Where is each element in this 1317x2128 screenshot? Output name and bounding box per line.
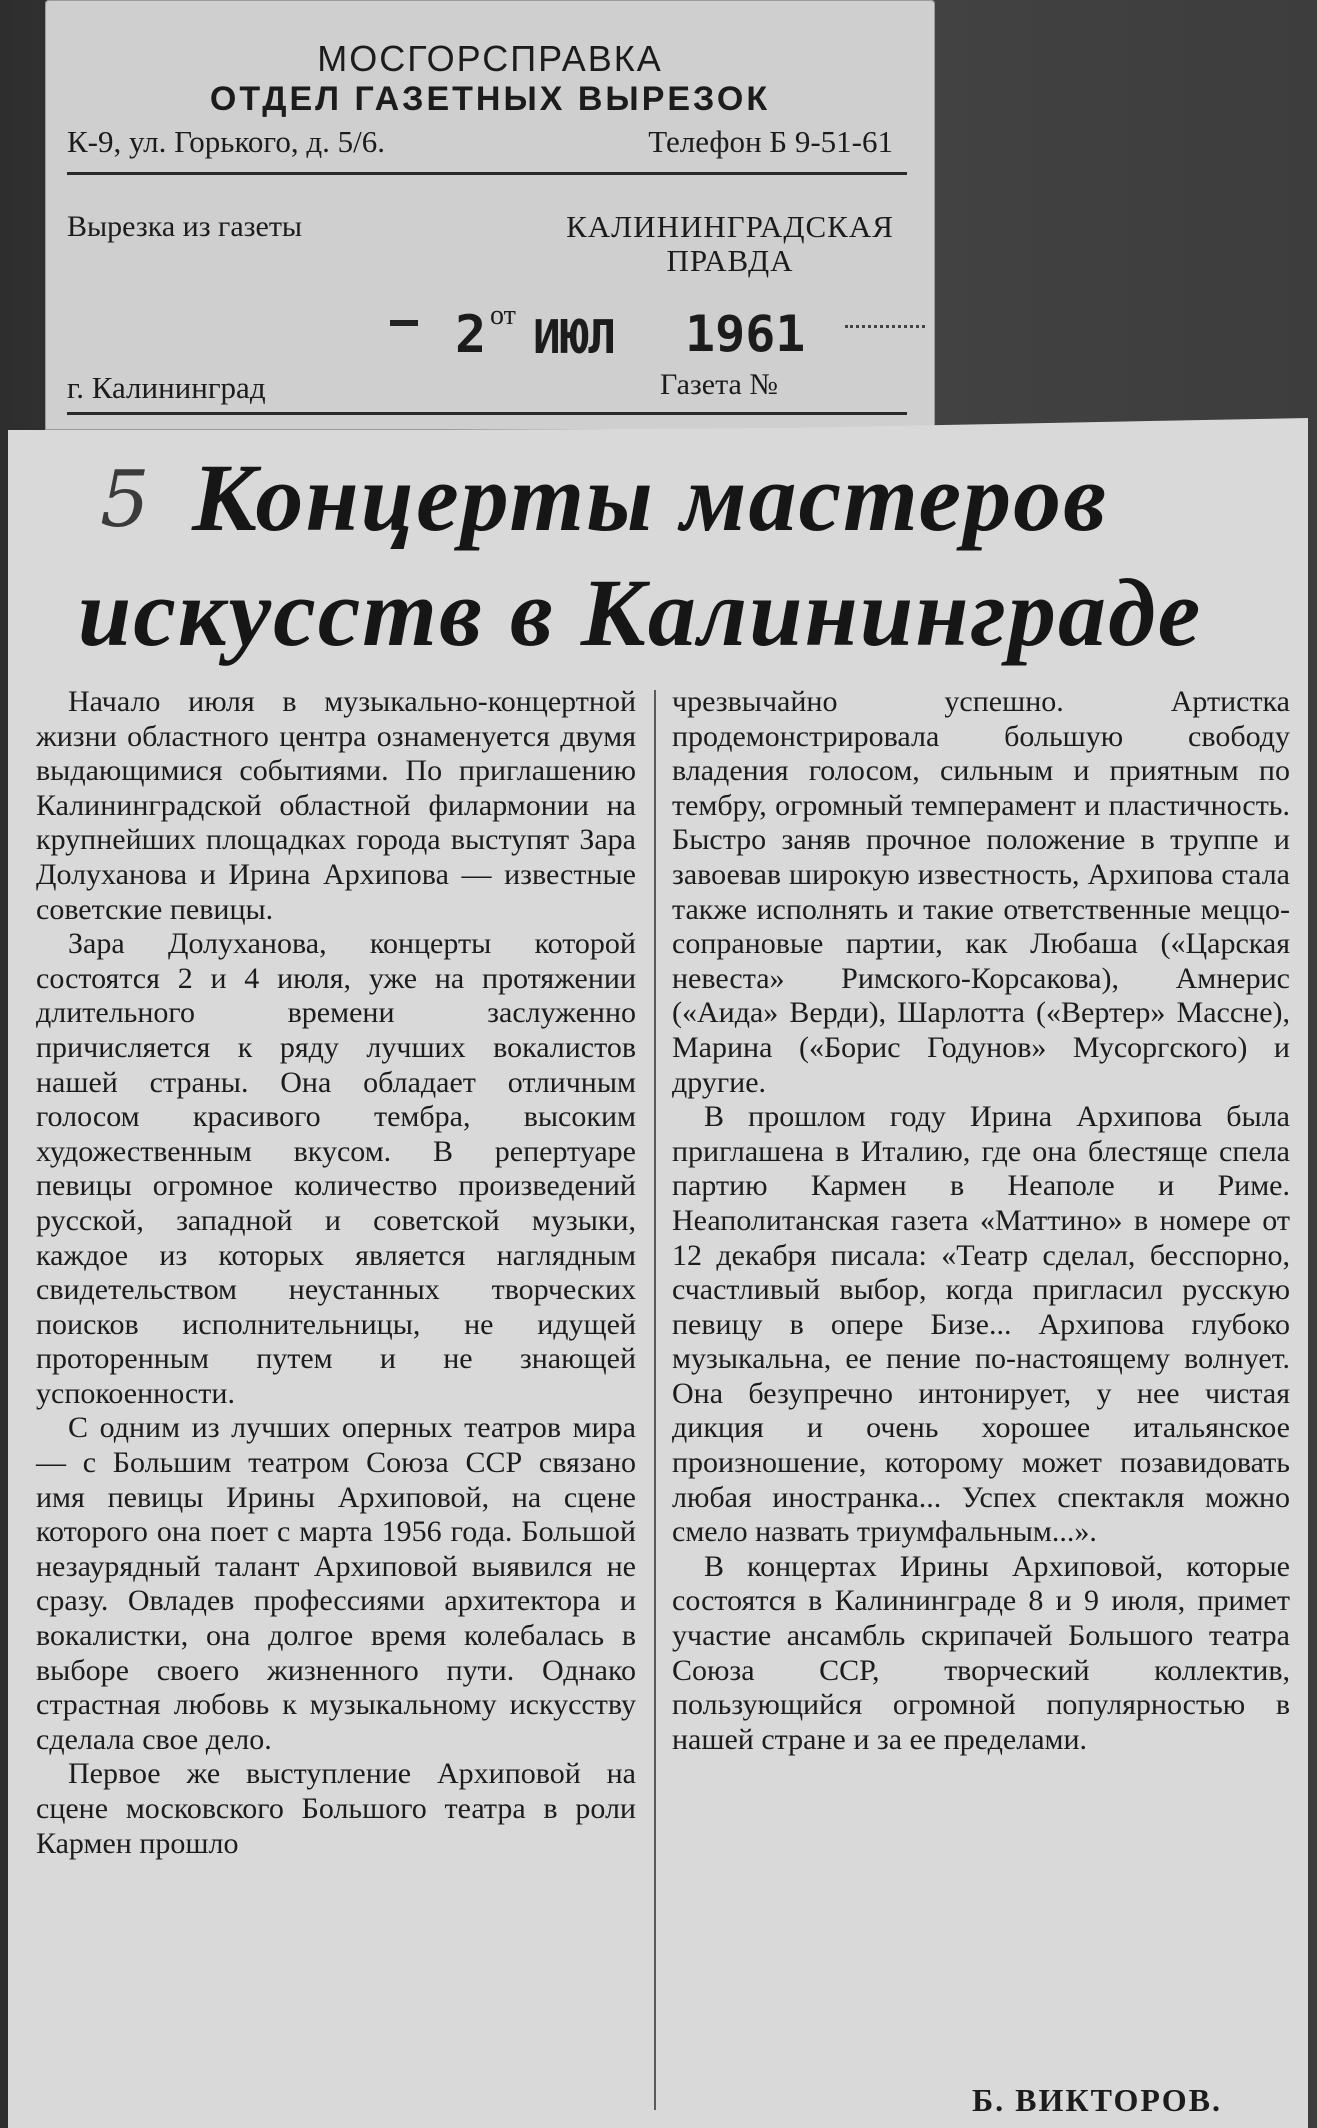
stamp-agency: МОСГОРСПРАВКА <box>317 38 663 79</box>
stamp-cut-label: Вырезка из газеты <box>67 210 303 243</box>
stamp-bottom-rule <box>67 412 907 415</box>
paragraph: Первое же выступление Архиповой на сцене московского Большого театра в роли Кармен прошло <box>36 1757 636 1860</box>
stamp-phone: Телефон Б 9-51-61 <box>648 124 893 159</box>
stamp-dots <box>845 322 925 328</box>
stamp-address: К-9, ул. Горького, д. 5/6. <box>67 124 386 159</box>
headline-line-2: искусств в Калининграде <box>77 559 1203 666</box>
stamp-department: ОТДЕЛ ГАЗЕТНЫХ ВЫРЕЗОК <box>209 80 771 118</box>
headline-line-1: Концерты мастеров <box>191 444 1109 551</box>
paragraph: Зара Долуханова, концерты которой состоятся 2 и 4 июля, уже на протяжении длительного времени заслуженно причисляется к ряду лучших вокалистов нашей страны. Она обладает отличным голосом красивого тембра, высоким художественным вкусом. В репертуаре певицы огромное количество произведений русской, западной и советской музыки, каждое из которых является наглядным свидетельством неустанных творческих поисков исполнительницы, не идущей проторенным путем и не знающей успокоенности. <box>36 927 636 1410</box>
paragraph: В прошлом году Ирина Архипова была приглашена в Италию, где она блестяще спела партию Кармен в Неаполе и Риме. Неаполитанская газета «Маттино» в номере от 12 декабря писала: «Театр сделал, бесспорно, счастливый выбор, когда пригласил русскую певицу в опере Бизе... Архипова глубоко музыкальна, ее пение по-настоящему волнует. Она безупречно интонирует, у нее чистая дикция и очень хорошее итальянское произношение, которому может позавидовать любая иностранка... Успех спектакля можно смело назвать триумфальным...». <box>672 1100 1290 1549</box>
paragraph: В концертах Ирины Архиповой, которые состоятся в Калининграде 8 и 9 июля, примет участие ансамбль скрипачей Большого театра Союза ССР, творческий коллектив, пользующийся огромной популярностью в нашей стране и за ее пределами. <box>672 1549 1290 1756</box>
article-column-left <box>36 685 636 1861</box>
stamp-city: г. Калининград <box>67 370 266 405</box>
clipping-service-stamp <box>45 0 935 430</box>
stamp-date-dash <box>390 320 418 326</box>
paragraph: чрезвычайно успешно. Артистка продемонстрировала большую свободу владения голосом, сильным и приятным по тембру, огромный темперамент и пластичность. Быстро заняв прочное положение в труппе и завоевав широкую известность, Архипова стала также исполнять и такие ответственные меццо-сопрановые партии, как Любаша («Царская невеста» Римского-Корсакова), Амнерис («Аида» Верди), Шарлотта («Вертер» Массне), Марина («Борис Годунов» Мусоргского) и другие. <box>672 685 1290 1099</box>
stamp-newspaper-name-line2: ПРАВДА <box>666 243 794 278</box>
stamp-divider <box>67 172 907 175</box>
article-author: Б. ВИКТОРОВ. <box>972 2082 1222 2118</box>
stamp-date-month: ИЮЛ <box>533 310 617 364</box>
stamp-newspaper-name-line1: КАЛИНИНГРАДСКАЯ <box>566 209 894 244</box>
stamp-date-day: 2 <box>455 305 487 365</box>
column-divider <box>654 690 656 2110</box>
stamp-date-ot: от <box>490 300 516 331</box>
stamp-newspaper-name <box>515 210 945 278</box>
stamp-gazeta-number: Газета № <box>660 368 778 401</box>
stamp-date-year: 1961 <box>685 305 806 363</box>
paragraph: Начало июля в музыкально-концертной жизни областного центра ознаменуется двумя выдающимися событиями. По приглашению Калининградской областной филармонии на крупнейших площадках города выступят Зара Долуханова и Ирина Архипова — известные советские певицы. <box>36 685 636 926</box>
pencil-number: 5 <box>100 455 150 545</box>
article-column-right <box>672 685 1290 1757</box>
paragraph: С одним из лучших оперных театров мира — с Большим театром Союза ССР связано имя певицы Ирины Архиповой, на сцене которого она поет с марта 1956 года. Большой незаурядный талант Архиповой выявился не сразу. Овладев профессиями архитектора и вокалистки, она долгое время колебалась в выборе своего жизненного пути. Однако страстная любовь к музыкальному искусству сделала свое дело. <box>36 1411 636 1756</box>
